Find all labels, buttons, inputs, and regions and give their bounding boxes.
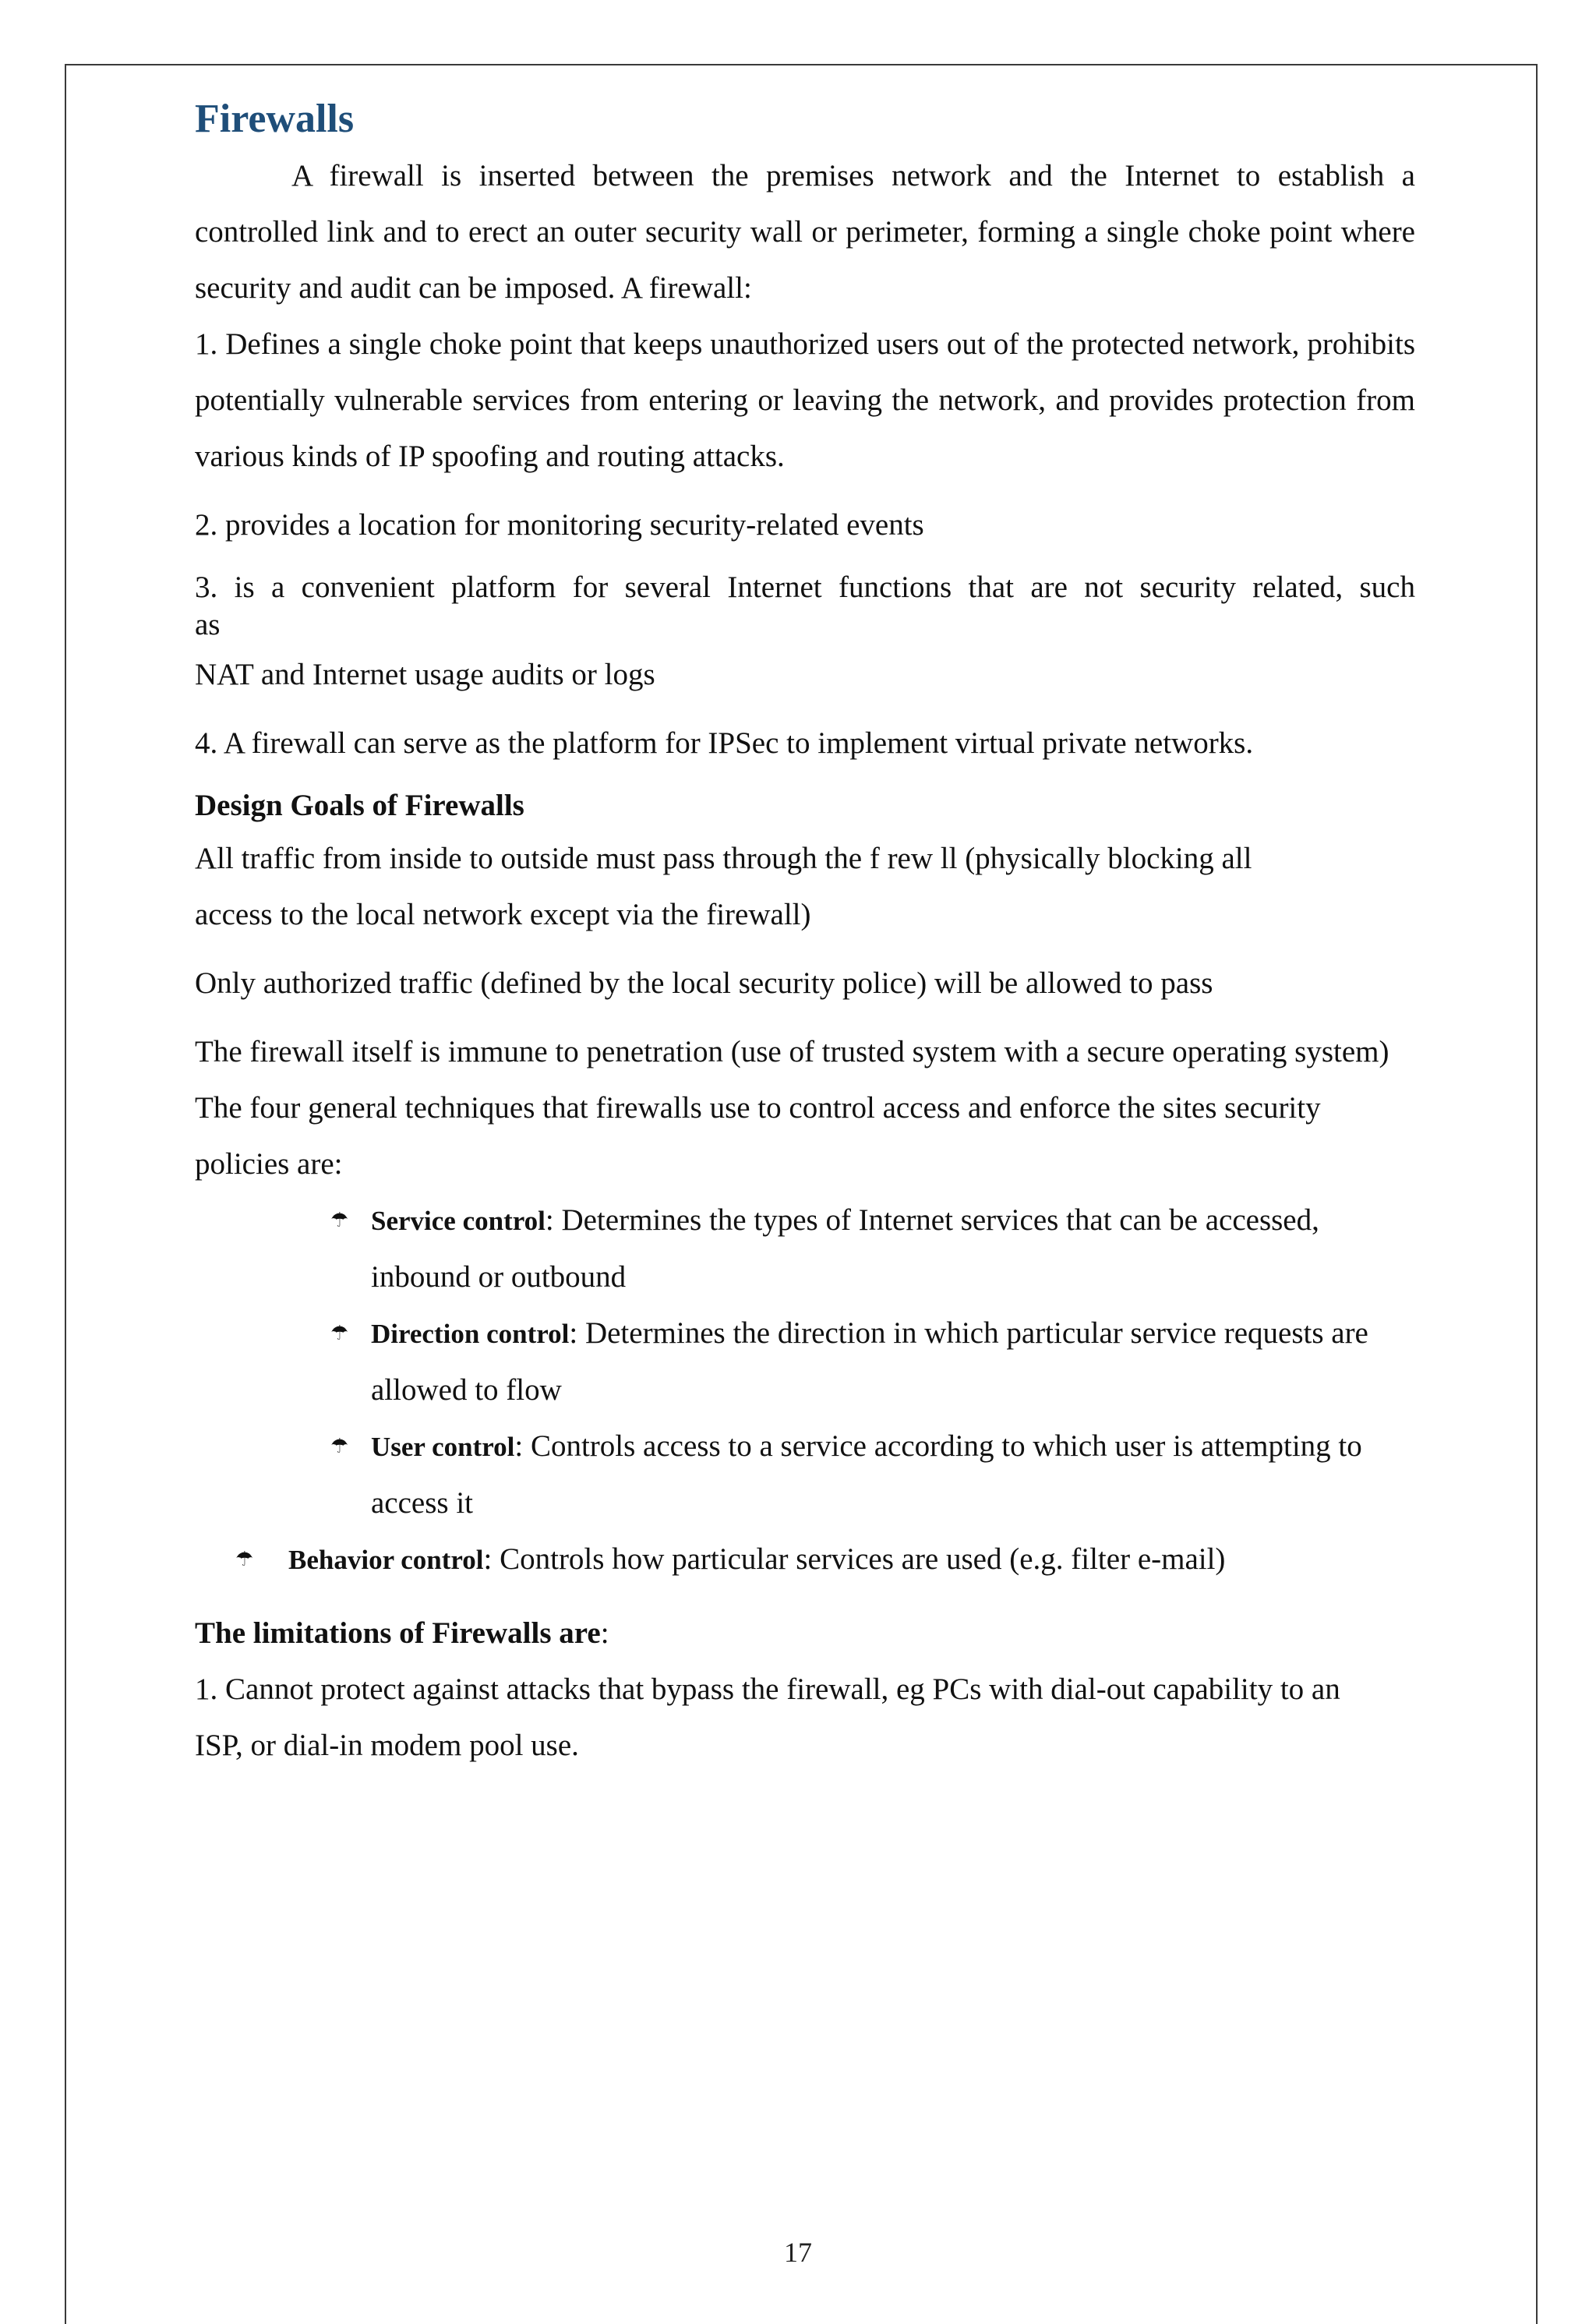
limitations-title: The limitations of Firewalls are: [195, 1616, 601, 1650]
limitations-colon: :: [600, 1616, 609, 1650]
technique-description: : Controls access to a service according to which user is attempting to access it: [371, 1429, 1362, 1520]
umbrella-bullet-icon: ☂: [330, 1322, 349, 1344]
design-goal-3: The firewall itself is immune to penetration (use of trusted system with a secure operating system): [195, 1035, 1389, 1068]
technique-term: Service control: [371, 1206, 546, 1236]
page-number: 17: [784, 2237, 812, 2268]
umbrella-bullet-icon: ☂: [235, 1548, 254, 1570]
technique-description: : Determines the types of Internet services that can be accessed, inbound or outbound: [371, 1203, 1319, 1294]
techniques-intro: The four general techniques that firewalls use to control access and enforce the sites security policies are:: [195, 1091, 1321, 1181]
technique-user-control: [330, 1418, 1378, 1531]
technique-behavior-control: [235, 1531, 1404, 1588]
technique-service-control: [330, 1192, 1409, 1305]
page-content: [195, 92, 1415, 1774]
point-2: 2. provides a location for monitoring security-related events: [195, 508, 924, 542]
technique-description: : Determines the direction in which particular service requests are allowed to flow: [371, 1316, 1368, 1407]
technique-term: Direction control: [371, 1319, 570, 1349]
point-1: 1. Defines a single choke point that keeps unauthorized users out of the protected network, prohibits potentially vulnerable services from entering or leaving the network, and provides protection from various kinds of IP spoofing and routing attacks.: [195, 327, 1415, 473]
design-goal-2: Only authorized traffic (defined by the local security police) will be allowed to pass: [195, 966, 1213, 1000]
technique-term: Behavior control: [288, 1545, 484, 1575]
design-goals-heading: Design Goals of Firewalls: [195, 789, 524, 822]
point-3-line-2: as: [195, 608, 221, 641]
design-goal-1: All traffic from inside to outside must pass through the f rew ll (physically blocking all access to the local network except via the firewall): [195, 842, 1252, 931]
limitations-heading: [195, 1605, 1415, 1662]
point-3-line-3: NAT and Internet usage audits or logs: [195, 658, 655, 691]
intro-paragraph: A firewall is inserted between the premises network and the Internet to establish a controlled link and to erect an outer security wall or perimeter, forming a single choke point where security and audit can be imposed. A firewall:: [195, 159, 1415, 305]
page-title: Firewalls: [195, 97, 355, 141]
umbrella-bullet-icon: ☂: [330, 1209, 349, 1231]
technique-term: User control: [371, 1432, 515, 1462]
point-4: 4. A firewall can serve as the platform for IPSec to implement virtual private networks.: [195, 726, 1254, 760]
umbrella-bullet-icon: ☂: [330, 1435, 349, 1457]
limitation-1: 1. Cannot protect against attacks that bypass the firewall, eg PCs with dial-out capability to an ISP, or dial-in modem pool use.: [195, 1672, 1340, 1762]
technique-description: : Controls how particular services are used (e.g. filter e-mail): [483, 1542, 1226, 1576]
point-3-line-1: 3. is a convenient platform for several Internet functions that are not security related, such: [195, 570, 1415, 604]
technique-direction-control: [330, 1305, 1409, 1418]
